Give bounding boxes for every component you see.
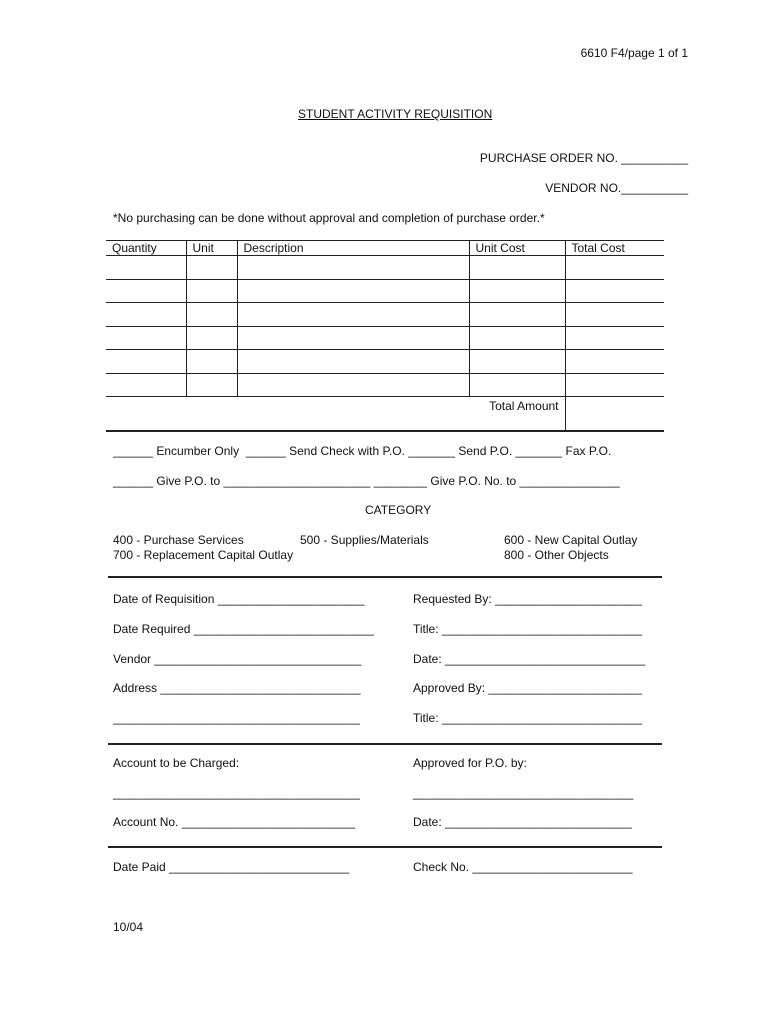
vendor-field[interactable]: Vendor _______________________________ — [113, 652, 362, 666]
table-row[interactable] — [106, 303, 664, 327]
vendor-no-field[interactable]: VENDOR NO.__________ — [545, 181, 688, 195]
table-header-row — [106, 241, 664, 256]
total-amount-cell[interactable] — [565, 397, 664, 432]
date-of-requisition-field[interactable]: Date of Requisition ______________________ — [113, 592, 365, 606]
table-row[interactable] — [106, 326, 664, 350]
category-500: 500 - Supplies/Materials — [300, 533, 429, 547]
give-po-line[interactable]: ______ Give P.O. to ______________________ ________ Give P.O. No. to _______________ — [113, 474, 620, 488]
category-600: 600 - New Capital Outlay — [504, 533, 638, 547]
category-800: 800 - Other Objects — [504, 548, 609, 562]
column-header: Description — [237, 241, 469, 256]
account-no-field[interactable]: Account No. __________________________ — [113, 815, 356, 829]
payment-options-line[interactable]: ______ Encumber Only ______ Send Check with P.O. _______ Send P.O. _______ Fax P.O. — [113, 444, 612, 458]
purchase-order-no-field[interactable]: PURCHASE ORDER NO. __________ — [479, 151, 688, 165]
column-header: Unit — [186, 241, 237, 256]
section-divider — [108, 743, 662, 745]
approved-by-field[interactable]: Approved By: _______________________ — [413, 681, 642, 695]
account-charged-label: Account to be Charged: — [113, 756, 240, 770]
address-field[interactable]: Address ______________________________ — [113, 681, 361, 695]
category-700: 700 - Replacement Capital Outlay — [113, 548, 294, 562]
table-row[interactable] — [106, 373, 664, 397]
requested-by-field[interactable]: Requested By: ______________________ — [413, 592, 642, 606]
purchasing-notice: *No purchasing can be done without approval and completion of purchase order.* — [113, 211, 545, 225]
date-required-field[interactable]: Date Required ___________________________ — [113, 622, 374, 636]
page-title: STUDENT ACTIVITY REQUISITION — [298, 107, 493, 121]
table-row[interactable] — [106, 256, 664, 280]
section-divider — [108, 576, 662, 578]
category-title: CATEGORY — [365, 503, 432, 517]
request-date-field[interactable]: Date: ______________________________ — [413, 652, 646, 666]
approved-for-po-field[interactable]: _________________________________ — [413, 786, 634, 800]
total-amount-row — [106, 397, 664, 432]
column-header: Quantity — [106, 241, 186, 256]
revision-date: 10/04 — [113, 920, 144, 934]
form-id: 6610 F4/page 1 of 1 — [580, 46, 688, 60]
items-table — [106, 240, 664, 432]
date-paid-field[interactable]: Date Paid ___________________________ — [113, 860, 350, 874]
approver-title-field[interactable]: Title: ______________________________ — [413, 711, 643, 725]
total-amount-label: Total Amount — [106, 397, 565, 432]
category-400: 400 - Purchase Services — [113, 533, 244, 547]
approval-date-field[interactable]: Date: ____________________________ — [413, 815, 632, 829]
address-line2-field[interactable]: _____________________________________ — [113, 711, 360, 725]
section-divider — [108, 846, 662, 848]
table-row[interactable] — [106, 350, 664, 374]
column-header: Total Cost — [565, 241, 664, 256]
approved-for-po-label: Approved for P.O. by: — [413, 756, 527, 770]
requester-title-field[interactable]: Title: ______________________________ — [413, 622, 643, 636]
account-charged-field[interactable]: _____________________________________ — [113, 786, 360, 800]
check-no-field[interactable]: Check No. ________________________ — [413, 860, 633, 874]
table-row[interactable] — [106, 279, 664, 303]
column-header: Unit Cost — [469, 241, 565, 256]
